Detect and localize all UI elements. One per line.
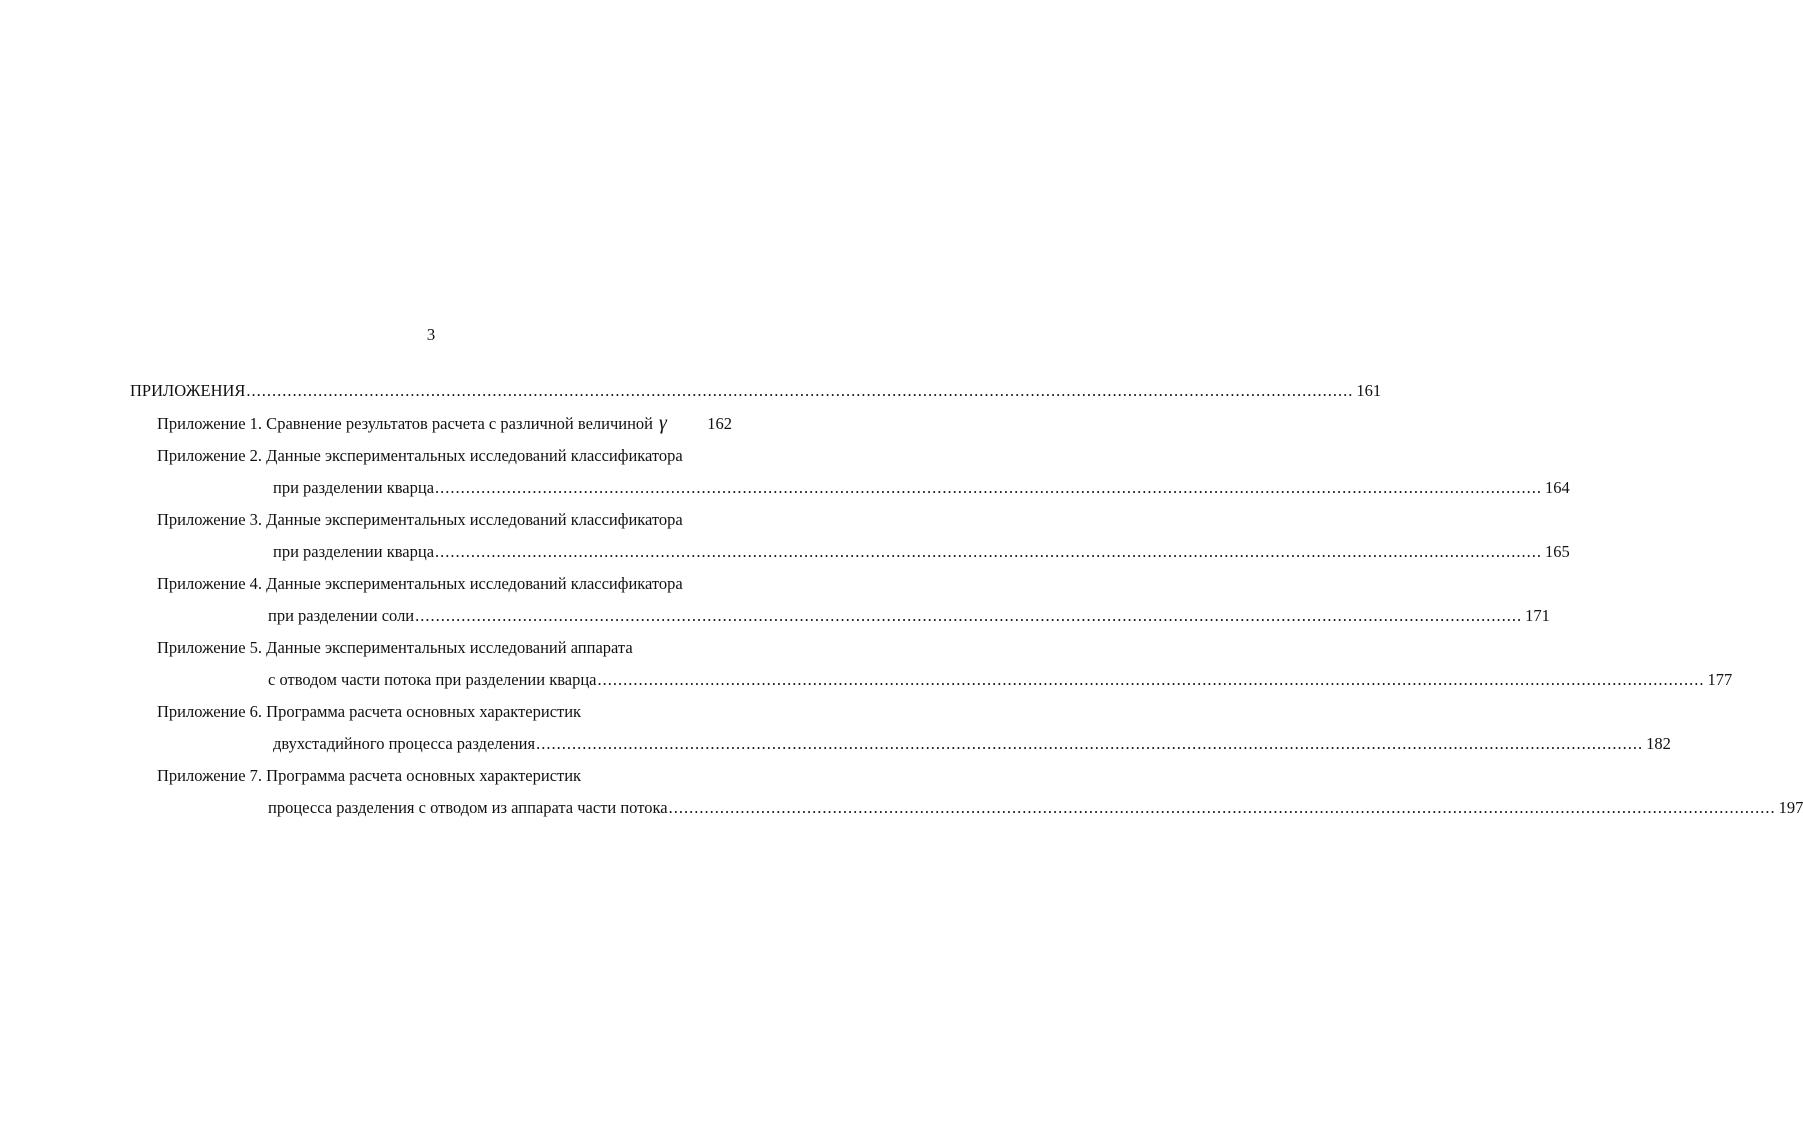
toc-entry-appendix-1 — [157, 413, 732, 434]
toc-page-number: 164 — [1545, 478, 1570, 497]
toc-entry-continuation: с отводом части потока при разделении кварца — [268, 670, 597, 689]
toc-entry-title: Приложение 2. Данные экспериментальных исследований классификатора — [157, 446, 683, 465]
dot-leader: ........................................................................................................................................................................................................................ — [415, 606, 1523, 625]
toc-entry-title: Приложение 3. Данные экспериментальных исследований классификатора — [157, 510, 683, 529]
toc-entry-continuation: при разделении кварца — [273, 478, 435, 497]
dot-leader: ........................................................................................................................................................................................................................ — [435, 478, 1543, 497]
dot-leader: ........................................................................................................................................................................................................................ — [668, 798, 1776, 817]
toc-entry-appendix-6 — [157, 702, 581, 722]
toc-entry-appendix-5-continuation — [268, 670, 1733, 690]
toc-page-number: 165 — [1545, 542, 1570, 561]
toc-entry-continuation: процесса разделения с отводом из аппарата части потока — [268, 798, 668, 817]
toc-entry-appendix-2 — [157, 446, 683, 466]
dot-leader: ........................................................................................................................................................................................................................ — [246, 381, 1354, 400]
toc-page-number: 161 — [1356, 381, 1382, 400]
toc-entry-appendix-4-continuation — [268, 606, 1550, 626]
toc-entry-appendix-7 — [157, 766, 581, 786]
gamma-symbol: γ — [659, 412, 667, 434]
toc-page-number: 182 — [1646, 734, 1671, 753]
toc-entry-appendix-3-continuation — [273, 542, 1570, 562]
toc-page-number: 162 — [707, 414, 732, 433]
toc-entry-title: Приложение 7. Программа расчета основных характеристик — [157, 766, 582, 785]
toc-entry-appendices — [130, 381, 1382, 401]
toc-entry-appendix-5 — [157, 638, 633, 658]
toc-page-number: 171 — [1525, 606, 1550, 625]
toc-entry-continuation: двухстадийного процесса разделения — [273, 734, 536, 753]
toc-entry-title: Приложение 6. Программа расчета основных характеристик — [157, 702, 582, 721]
toc-entry-title: Приложение 4. Данные экспериментальных исследований классификатора — [157, 574, 683, 593]
dot-leader: ........................................................................................................................................................................................................................ — [435, 542, 1543, 561]
toc-entry-appendix-3 — [157, 510, 683, 530]
dot-leader: ........................................................................................................................................................................................................................ — [597, 670, 1705, 689]
toc-entry-appendix-4 — [157, 574, 683, 594]
toc-entry-appendix-2-continuation — [273, 478, 1570, 498]
dot-leader: ........................................................................................................................................................................................................................ — [536, 734, 1644, 753]
toc-entry-title: ПРИЛОЖЕНИЯ — [130, 381, 246, 400]
toc-page-number: 197 — [1778, 798, 1803, 817]
page-number: 3 — [426, 325, 436, 344]
toc-entry-appendix-7-continuation — [268, 798, 1803, 818]
toc-entry-appendix-6-continuation — [273, 734, 1671, 754]
toc-entry-continuation: при разделении кварца — [273, 542, 435, 561]
toc-entry-continuation: при разделении соли — [268, 606, 415, 625]
toc-page-number: 177 — [1707, 670, 1733, 689]
toc-entry-title: Приложение 1. Сравнение результатов расчета с различной величиной — [157, 414, 653, 433]
toc-entry-title: Приложение 5. Данные экспериментальных исследований аппарата — [157, 638, 633, 657]
